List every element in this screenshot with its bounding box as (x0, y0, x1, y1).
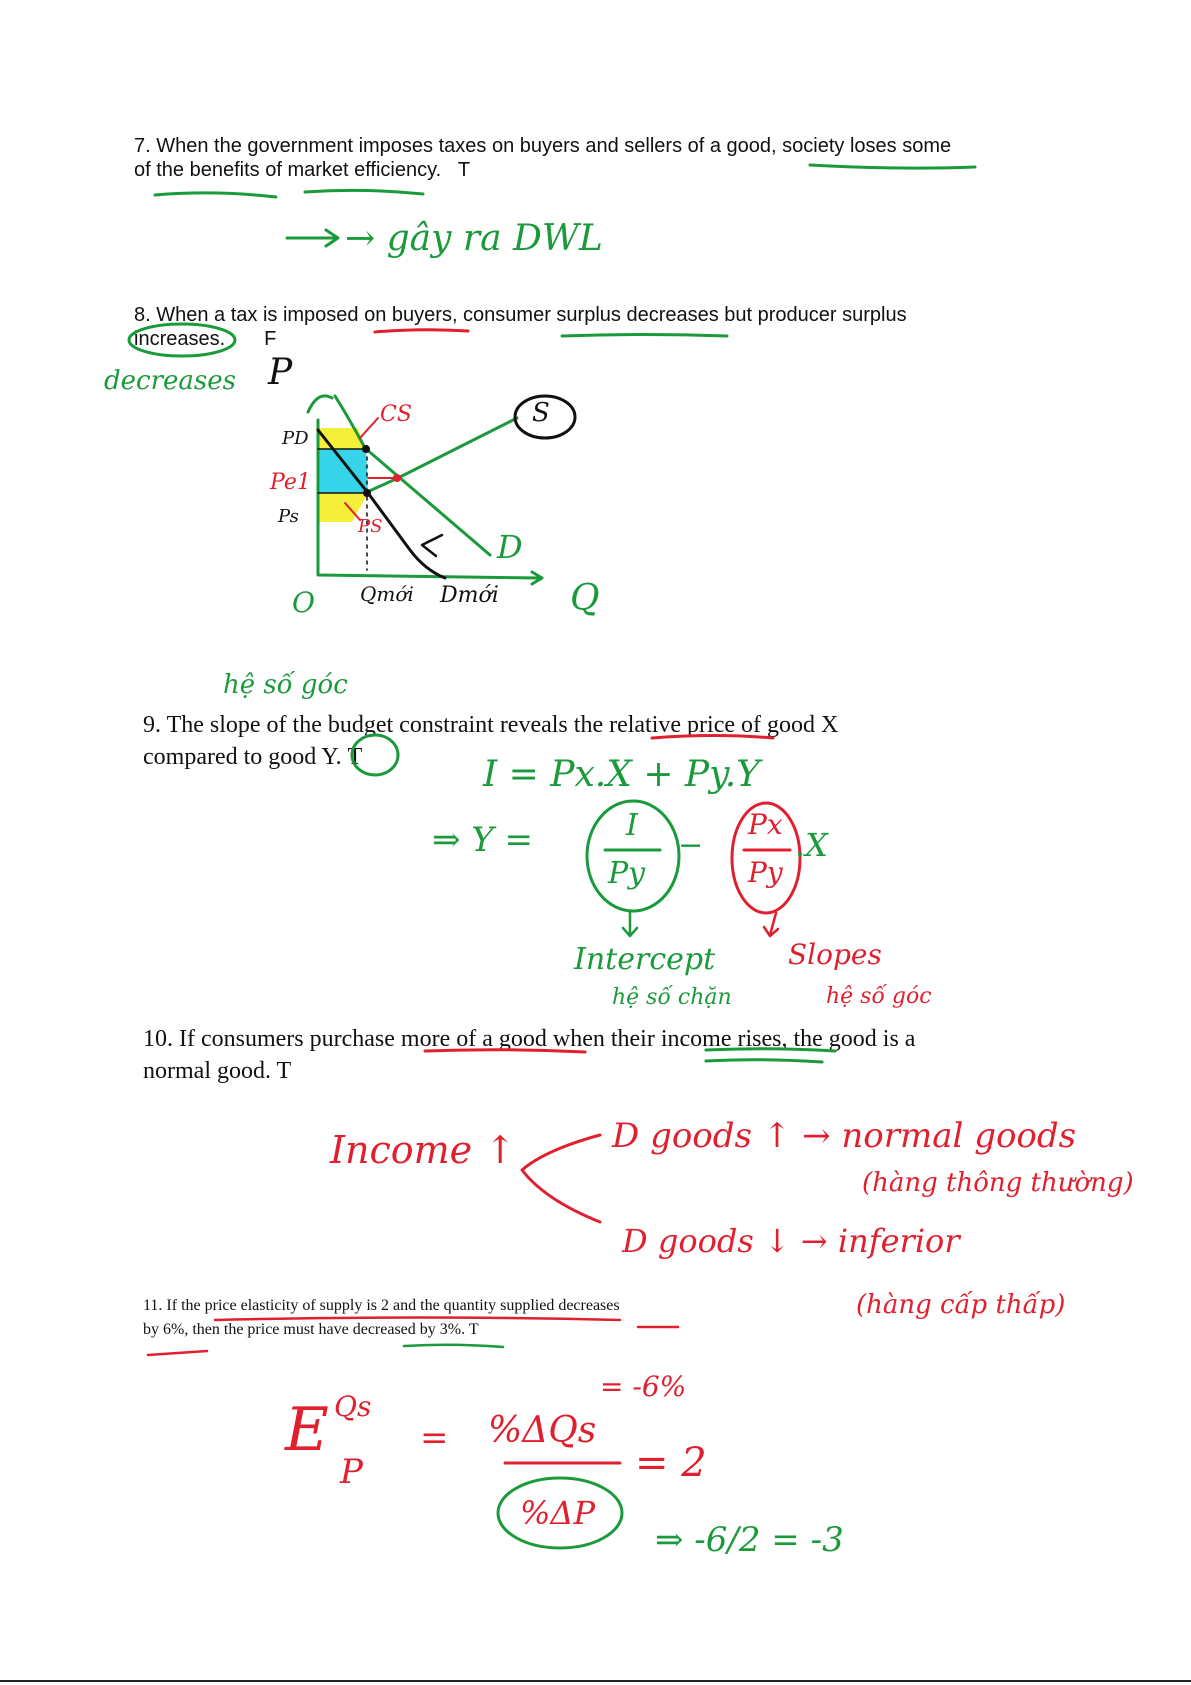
q10-line1: 10. If consumers purchase more of a good when their income rises, the good is a (143, 1026, 916, 1052)
budget-intercept-num: I (626, 808, 638, 843)
elasticity-equals: = (420, 1418, 449, 1458)
budget-eq1: I = Px.X + Py.Y (483, 754, 760, 795)
q9-line1: 9. The slope of the budget constraint reveals the relative price of good X (143, 712, 839, 738)
graph-axis-p: P (268, 352, 293, 393)
graph-label-s: S (532, 398, 550, 428)
graph-axis-q: Q (570, 578, 600, 619)
elasticity-den: %ΔP (520, 1494, 596, 1532)
q8-line2: increases. F (134, 328, 277, 350)
budget-slopes-label: Slopes (788, 938, 882, 971)
graph-label-cs: CS (380, 402, 412, 427)
elasticity-result: ⇒ -6/2 = -3 (655, 1520, 844, 1560)
graph-label-dmoi: Dmới (440, 583, 499, 608)
q8-correction: decreases (104, 366, 236, 396)
q10-line2: normal good. T (143, 1058, 292, 1084)
graph-label-pe: Pe1 (270, 470, 311, 495)
budget-times-x: .X (795, 826, 828, 864)
graph-origin: O (292, 586, 315, 619)
q7-note: → gây ra DWL (345, 218, 603, 259)
graph-label-ps: Ps (278, 506, 299, 527)
q11-line1: 11. If the price elasticity of supply is 2 and the quantity supplied decreases (143, 1297, 620, 1314)
elasticity-num-note: = -6% (600, 1370, 687, 1403)
graph-label-pd: PD (282, 428, 309, 449)
income-lead: Income ↑ (330, 1128, 517, 1172)
budget-slopes-vn: hệ số góc (826, 984, 932, 1009)
q8-answer: F (264, 328, 277, 350)
budget-slope-den: Py (748, 856, 783, 889)
budget-eq2-prefix: ⇒ Y = (432, 820, 534, 860)
graph-label-ps-area: PS (358, 516, 383, 537)
income-row1-vn: (hàng thông thường) (862, 1168, 1134, 1198)
q7-answer: T (457, 159, 471, 181)
page-bottom-rule (0, 1680, 1191, 1682)
budget-slope-num: Px (748, 808, 783, 841)
q8-line1: 8. When a tax is imposed on buyers, consumer surplus decreases but producer surplus (134, 304, 907, 326)
elasticity-lhs: E (285, 1395, 329, 1465)
income-row2: D goods ↓ → inferior (622, 1222, 960, 1260)
budget-intercept-label: Intercept (574, 942, 716, 977)
q7-line1: 7. When the government imposes taxes on buyers and sellers of a good, society loses some (134, 135, 952, 157)
income-row2-vn: (hàng cấp thấp) (856, 1290, 1066, 1320)
elasticity-num: %ΔQs (488, 1410, 597, 1451)
q9-answer: T (347, 744, 363, 770)
graph-label-d: D (497, 528, 523, 566)
elasticity-rhs: = 2 (635, 1440, 707, 1486)
graph-label-qmoi: Qmới (360, 582, 414, 606)
elasticity-lhs-sub: P (340, 1452, 363, 1492)
budget-intercept-den: Py (608, 856, 646, 891)
q11-line2: by 6%, then the price must have decreased by 3%. T (143, 1321, 479, 1338)
q7-line2: of the benefits of market efficiency. T (134, 159, 471, 181)
income-row1: D goods ↑ → normal goods (612, 1116, 1077, 1156)
elasticity-lhs-sup: Qs (334, 1390, 372, 1423)
budget-intercept-vn: hệ số chặn (612, 985, 732, 1010)
budget-minus: − (678, 828, 704, 863)
q9-note-top: hệ số góc (223, 670, 348, 700)
q9-line2: compared to good Y. T (143, 744, 363, 770)
